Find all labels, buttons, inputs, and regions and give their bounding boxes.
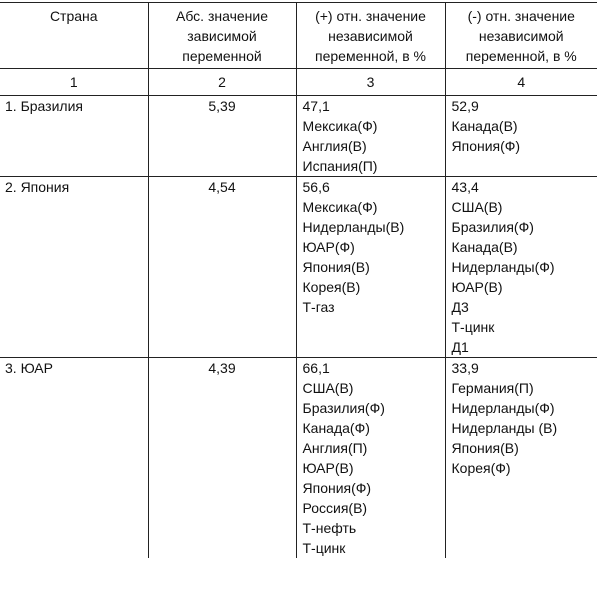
header-line: Абс. значение: [175, 8, 269, 24]
country-cell: 3. ЮАР: [0, 358, 148, 559]
positive-item: Корея(В): [302, 279, 361, 295]
table-row: [0, 358, 597, 559]
negative-item: США(В): [451, 199, 503, 215]
negative-cell: [445, 96, 597, 177]
negative-item: Бразилия(Ф): [451, 219, 534, 235]
header-country: [0, 3, 148, 69]
positive-item: Япония(В): [302, 259, 370, 275]
negative-percent: 33,9: [451, 360, 479, 376]
header-line: зависимой: [187, 28, 257, 44]
negative-item: Япония(В): [451, 440, 519, 456]
column-number: 3: [296, 69, 445, 96]
positive-item: Канада(Ф): [302, 420, 370, 436]
negative-item: Канада(В): [451, 118, 518, 134]
header-line: независимой: [328, 28, 413, 44]
positive-item: Т-цинк: [302, 540, 346, 556]
positive-cell: [296, 358, 445, 559]
positive-item: Т-нефть: [302, 520, 357, 536]
negative-percent: 52,9: [451, 98, 479, 114]
negative-item: Германия(П): [451, 380, 534, 396]
positive-item: США(В): [302, 380, 354, 396]
positive-cell: [296, 177, 445, 358]
negative-cell: [445, 177, 597, 358]
negative-item: Корея(Ф): [451, 460, 511, 476]
negative-item: Нидерланды (В): [451, 420, 558, 436]
positive-item: Мексика(Ф): [302, 118, 378, 134]
positive-item: Англия(П): [302, 440, 368, 456]
header-line: Страна: [49, 8, 98, 24]
negative-percent: 43,4: [451, 179, 479, 195]
header-positive: [296, 3, 445, 69]
header-line: переменной, в %: [315, 48, 426, 64]
table-row: [0, 177, 597, 358]
positive-percent: 66,1: [302, 360, 330, 376]
table-body: [0, 96, 597, 559]
positive-item: Мексика(Ф): [302, 199, 378, 215]
abs-value-cell: 4,39: [148, 358, 296, 559]
column-number: 2: [148, 69, 296, 96]
positive-item: Испания(П): [302, 158, 378, 174]
positive-item: Нидерланды(В): [302, 219, 405, 235]
positive-item: Россия(В): [302, 500, 368, 516]
positive-item: Т-газ: [302, 299, 335, 315]
positive-percent: 56,6: [302, 179, 330, 195]
header-negative: [445, 3, 597, 69]
header-line: (+) отн. значение: [315, 8, 426, 24]
header-line: (-) отн. значение: [467, 8, 575, 24]
negative-item: ЮАР(В): [451, 279, 503, 295]
positive-item: Япония(Ф): [302, 480, 372, 496]
header-line: независимой: [478, 28, 564, 44]
positive-item: Бразилия(Ф): [302, 400, 385, 416]
abs-value-cell: 4,54: [148, 177, 296, 358]
positive-percent: 47,1: [302, 98, 330, 114]
header-line: переменной, в %: [465, 48, 577, 64]
negative-item: Нидерланды(Ф): [451, 259, 555, 275]
negative-cell: [445, 358, 597, 559]
positive-item: Англия(В): [302, 138, 367, 154]
header-abs-value: [148, 3, 296, 69]
header-row: [0, 3, 597, 69]
country-cell: 2. Япония: [0, 177, 148, 358]
country-cell: 1. Бразилия: [0, 96, 148, 177]
table-row: [0, 96, 597, 177]
positive-item: ЮАР(В): [302, 460, 354, 476]
negative-item: Т-цинк: [451, 319, 495, 335]
header-line: переменной: [182, 48, 262, 64]
abs-value-cell: 5,39: [148, 96, 296, 177]
positive-item: ЮАР(Ф): [302, 239, 355, 255]
column-number: 1: [0, 69, 148, 96]
column-number-row: [0, 69, 597, 96]
positive-cell: [296, 96, 445, 177]
negative-item: Канада(В): [451, 239, 518, 255]
negative-item: Д3: [451, 299, 469, 315]
negative-item: Нидерланды(Ф): [451, 400, 555, 416]
data-table: [0, 2, 597, 558]
column-number: 4: [445, 69, 597, 96]
negative-item: Япония(Ф): [451, 138, 521, 154]
negative-item: Д1: [451, 339, 469, 355]
